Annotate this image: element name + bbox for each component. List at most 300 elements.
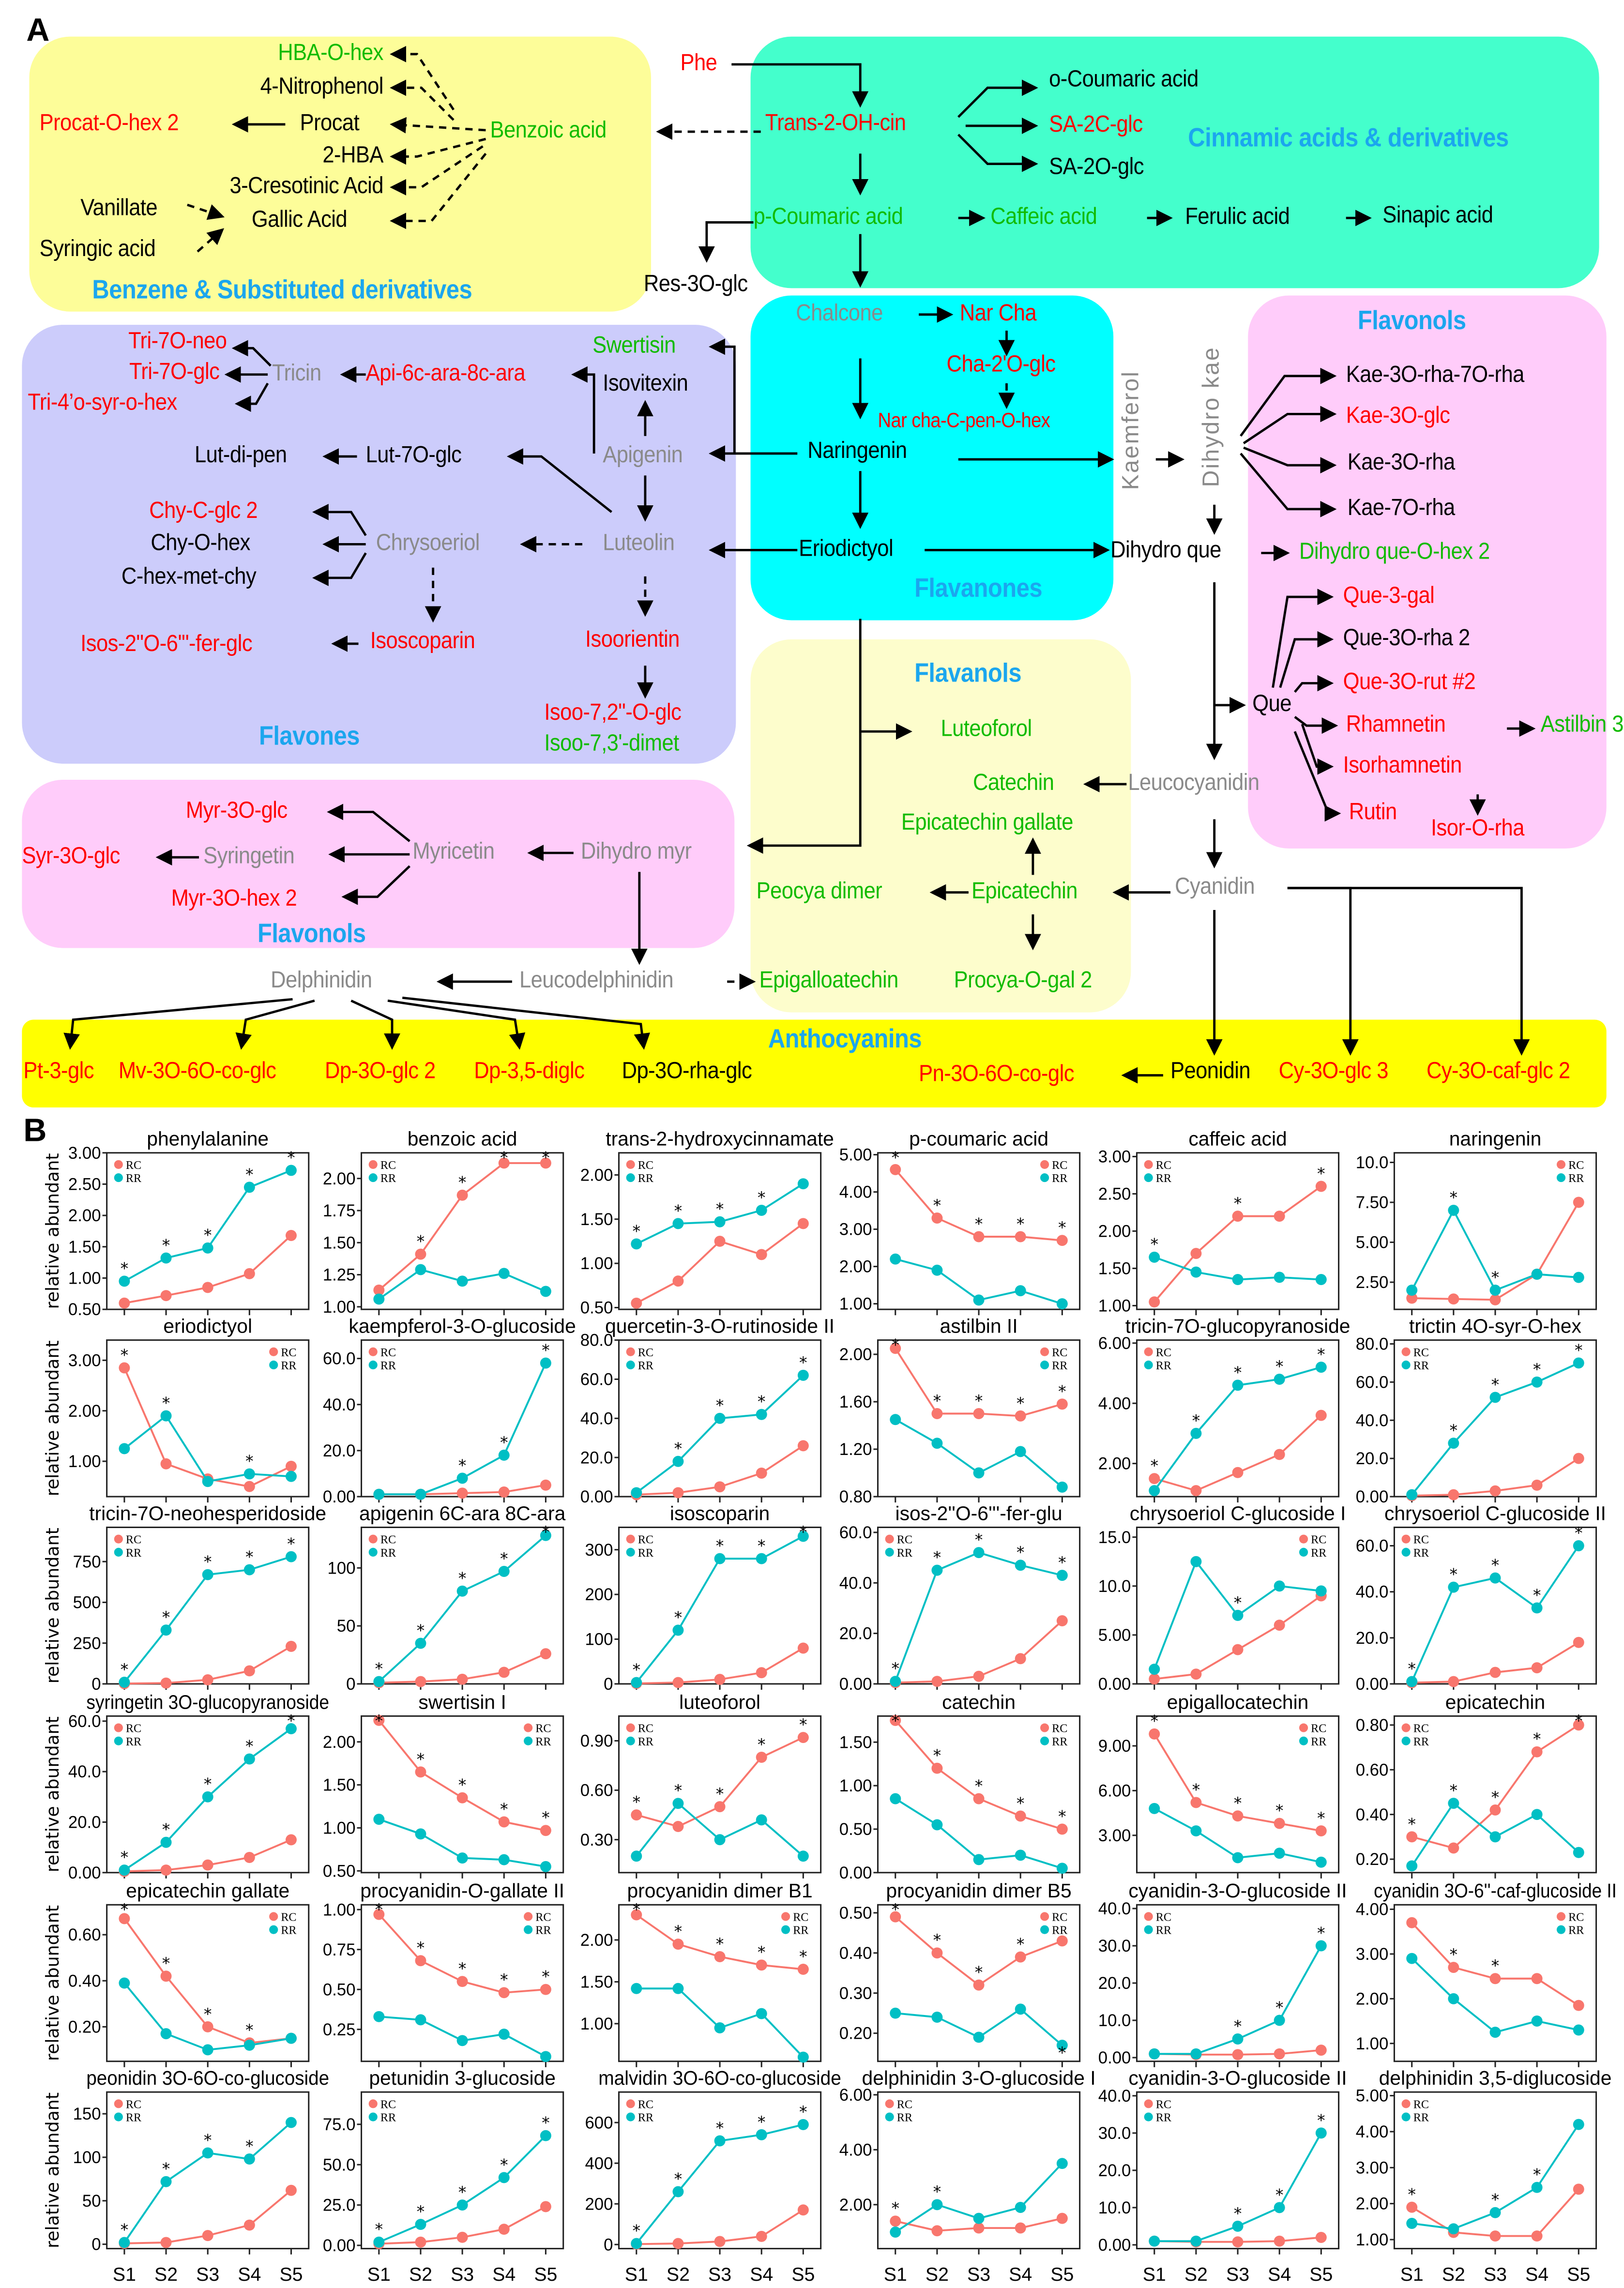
section-title-sec-flavones: Flavones: [258, 721, 360, 751]
legend-marker-rr: [885, 2112, 894, 2121]
chart-title: cyanidin 3O-6''-caf-glucoside II: [1374, 1879, 1617, 1902]
data-point-rc: [756, 1249, 767, 1260]
chart-title: malvidin 3O-6O-co-glucoside: [598, 2067, 841, 2090]
x-tick-label: S1: [624, 2264, 648, 2286]
y-tick-label: 2.00: [1098, 1455, 1131, 1473]
significance-star: *: [1233, 2204, 1242, 2223]
data-point-rc: [1448, 1842, 1459, 1853]
significance-star: *: [891, 1711, 900, 1730]
significance-star: *: [245, 1451, 254, 1470]
chart-title: delphinidin 3,5-diglucoside: [1379, 2067, 1612, 2090]
significance-star: *: [1491, 2190, 1500, 2210]
significance-star: *: [416, 2202, 425, 2221]
significance-star: *: [500, 1148, 508, 1167]
y-tick-label: 1.00: [580, 1255, 613, 1273]
significance-star: *: [757, 1188, 766, 1207]
chart-title: procyanidin dimer B1: [627, 1879, 813, 1902]
data-point-rc: [1015, 2223, 1026, 2234]
compound-peocya: Peocya dimer: [756, 879, 882, 904]
significance-star: *: [120, 2220, 129, 2239]
compound-chalcone: Chalcone: [796, 301, 883, 327]
y-tick-label: 30.0: [1098, 1937, 1131, 1956]
significance-star: *: [632, 1900, 641, 1919]
significance-star: *: [1058, 1218, 1066, 1237]
data-point-rc: [1057, 2213, 1068, 2224]
data-point-rc: [286, 1461, 297, 1472]
y-tick-label: 20.0: [839, 1624, 872, 1643]
legend-label: RC: [896, 1533, 913, 1546]
y-tick-label: 5.00: [1355, 2087, 1389, 2106]
significance-star: *: [1016, 1394, 1025, 1413]
legend-marker-rr: [369, 1548, 378, 1557]
significance-star: *: [891, 1148, 900, 1167]
y-tick-label: 100: [585, 1630, 613, 1649]
compound-chycglc: Chy-C-glc 2: [149, 499, 258, 524]
x-tick-label: S2: [1442, 2264, 1465, 2286]
data-point-rc: [202, 1674, 213, 1685]
data-point-rc: [1490, 2230, 1501, 2242]
legend-label: RC: [1052, 1910, 1068, 1924]
data-point-rr: [1015, 2202, 1026, 2213]
chart-title: swertisin I: [418, 1691, 506, 1713]
y-tick-label: 60.0: [1355, 1373, 1389, 1392]
data-point-rc: [286, 2185, 297, 2196]
significance-star: *: [891, 2198, 900, 2218]
data-point-rr: [1149, 2236, 1160, 2247]
legend-label: RC: [1311, 1722, 1327, 1735]
data-point-rc: [1232, 2236, 1244, 2247]
y-tick-label: 5.00: [1355, 1233, 1389, 1252]
y-tick-label: 1.00: [1098, 1297, 1131, 1316]
x-tick-label: S3: [967, 2264, 991, 2286]
data-point-rc: [1448, 1676, 1459, 1687]
section-title-sec-flavonols-r: Flavonols: [1357, 305, 1466, 335]
data-point-rc: [415, 2237, 426, 2248]
chart-title: syringetin 3O-glucopyranoside: [86, 1691, 330, 1713]
significance-star: *: [245, 2136, 254, 2156]
y-tick-label: 3.00: [1355, 1945, 1389, 1964]
significance-star: *: [632, 1221, 641, 1241]
chart-title: cyanidin-3-O-glucoside II: [1128, 1879, 1347, 1902]
x-tick-label: S1: [1142, 2264, 1166, 2286]
legend-label: RC: [1052, 1722, 1068, 1735]
legend-label: RC: [1155, 1346, 1172, 1359]
compound-isos2o: Isos-2"O-6'"-fer-glc: [80, 632, 253, 657]
data-point-rr: [499, 1854, 510, 1865]
legend-label: RR: [637, 1735, 654, 1748]
compound-trans2: Trans-2-OH-cin: [765, 111, 906, 136]
legend-label: RR: [1568, 1924, 1584, 1937]
y-tick-label: 0.60: [580, 1781, 613, 1800]
y-tick-label: 1.50: [68, 1238, 101, 1257]
legend-label: RC: [1155, 2098, 1172, 2111]
data-point-rr: [714, 1834, 726, 1845]
data-point-rc: [1190, 1248, 1201, 1259]
y-tick-label: 50: [336, 1617, 356, 1636]
significance-star: *: [542, 1967, 550, 1986]
data-point-rc: [244, 2220, 255, 2231]
legend-marker-rc: [1040, 1724, 1049, 1732]
significance-star: *: [375, 1900, 383, 1919]
y-axis-label: relative abundant: [42, 1340, 63, 1497]
significance-star: *: [891, 1335, 900, 1354]
data-point-rc: [1274, 1449, 1285, 1460]
data-point-rr: [798, 1178, 809, 1189]
legend-label: RC: [380, 2098, 396, 2111]
chart-title: phenylalanine: [147, 1127, 269, 1150]
significance-star: *: [715, 1536, 724, 1556]
data-point-rc: [161, 1864, 172, 1876]
compound-api6c: Api-6c-ara-8c-ara: [365, 361, 526, 386]
x-tick-label: S1: [112, 2264, 136, 2286]
y-tick-label: 10.0: [1098, 1577, 1131, 1596]
compound-astilbin: Astilbin 3: [1540, 712, 1624, 738]
legend-label: RR: [535, 1735, 551, 1748]
significance-star: *: [1275, 1998, 1284, 2017]
data-point-rr: [286, 2033, 297, 2044]
data-point-rr: [415, 1828, 426, 1839]
data-point-rr: [1015, 2003, 1026, 2015]
legend-label: RR: [637, 1546, 654, 1560]
compound-leucodelph: Leucodelphinidin: [519, 968, 674, 994]
data-point-rr: [890, 1414, 901, 1425]
compound-dihydroque: Dihydro que: [1110, 538, 1221, 563]
legend-label: RR: [380, 1359, 396, 1373]
y-tick-label: 2.00: [839, 1258, 872, 1276]
data-point-rr: [1573, 2119, 1584, 2130]
compound-isovitexin: Isovitexin: [603, 371, 688, 397]
data-point-rc: [457, 2232, 468, 2243]
data-point-rr: [1057, 1482, 1068, 1493]
significance-star: *: [287, 1534, 295, 1554]
significance-star: *: [542, 1148, 550, 1167]
legend-marker-rc: [114, 1535, 123, 1544]
data-point-rc: [499, 2224, 510, 2235]
compound-chyohex: Chy-O-hex: [151, 531, 250, 556]
data-point-rc: [756, 1667, 767, 1678]
compound-procyaogal: Procya-O-gal 2: [954, 968, 1092, 994]
significance-star: *: [1192, 1411, 1200, 1430]
chart-title: benzoic acid: [407, 1127, 517, 1150]
legend-label: RR: [1052, 1924, 1068, 1937]
significance-star: *: [458, 1173, 467, 1192]
data-point-rc: [672, 1821, 683, 1832]
compound-narcha: Nar Cha: [959, 301, 1037, 327]
y-tick-label: 1.00: [1355, 2231, 1389, 2250]
chart-title: trans-2-hydroxycinnamate: [606, 1127, 834, 1150]
significance-star: *: [1533, 1585, 1541, 1605]
data-point-rr: [931, 1265, 942, 1276]
y-tick-label: 2.00: [839, 1346, 872, 1364]
significance-star: *: [1058, 2043, 1066, 2062]
legend-marker-rc: [269, 1348, 278, 1356]
x-tick-label: S1: [367, 2264, 391, 2286]
significance-star: *: [1317, 1808, 1325, 1828]
significance-star: *: [1275, 2185, 1284, 2204]
data-point-rc: [1232, 1644, 1244, 1655]
y-tick-label: 250: [73, 1634, 101, 1653]
legend-marker-rr: [626, 1737, 635, 1745]
section-title-sec-cinnamic: Cinnamic acids & derivatives: [1188, 122, 1509, 152]
y-tick-label: 80.0: [1355, 1335, 1389, 1354]
data-point-rc: [1274, 1211, 1285, 1222]
compound-swertisin: Swertisin: [592, 333, 676, 359]
data-point-rr: [890, 1254, 901, 1265]
compound-peonidin: Peonidin: [1170, 1059, 1251, 1084]
data-point-rc: [1057, 1935, 1068, 1946]
data-point-rr: [931, 1438, 942, 1449]
compound-hba-o-hex: HBA-O-hex: [278, 41, 383, 66]
data-point-rr: [1490, 1831, 1501, 1842]
significance-star: *: [674, 1781, 683, 1800]
significance-star: *: [500, 2155, 508, 2174]
data-point-rc: [1406, 1917, 1417, 1928]
x-tick-label: S5: [791, 2264, 815, 2286]
compound-myr3ohex: Myr-3O-hex 2: [171, 886, 297, 912]
compound-pcoumaric: p-Coumaric acid: [753, 205, 903, 230]
chart-title: procyanidin dimer B5: [886, 1879, 1072, 1902]
legend-marker-rc: [626, 1535, 635, 1544]
significance-star: *: [162, 1820, 170, 1839]
x-tick-label: S5: [1567, 2264, 1591, 2286]
y-tick-label: 0.00: [68, 1864, 101, 1882]
significance-star: *: [715, 1784, 724, 1803]
data-point-rr: [540, 1861, 551, 1872]
significance-star: *: [715, 1934, 724, 1954]
legend-label: RC: [281, 1346, 297, 1359]
legend-label: RC: [637, 1158, 654, 1172]
significance-star: *: [458, 1455, 467, 1475]
data-point-rc: [672, 1275, 683, 1287]
data-point-rr: [798, 2052, 809, 2063]
legend-label: RC: [1568, 1158, 1584, 1172]
data-point-rc: [1573, 2000, 1584, 2011]
x-tick-label: S5: [1050, 2264, 1074, 2286]
legend-marker-rc: [114, 1724, 123, 1732]
data-point-rr: [1149, 1485, 1160, 1496]
compound-kae7orha: Kae-7O-rha: [1347, 496, 1455, 521]
data-point-rc: [1316, 2045, 1327, 2056]
data-point-rr: [499, 1268, 510, 1279]
significance-star: *: [715, 1396, 724, 1415]
legend-marker-rr: [1402, 1737, 1411, 1745]
data-point-rc: [457, 1674, 468, 1685]
data-point-rr: [1406, 1953, 1417, 1964]
y-tick-label: 50.0: [322, 2156, 356, 2175]
data-point-rc: [1532, 1973, 1543, 1984]
legend-label: RR: [125, 1172, 142, 1185]
chart-title: procyanidin-O-gallate II: [360, 1879, 565, 1902]
x-tick-label: S3: [1483, 2264, 1507, 2286]
y-tick-label: 40.0: [68, 1763, 101, 1782]
significance-star: *: [1016, 1543, 1025, 1562]
data-point-rc: [1448, 1293, 1459, 1304]
significance-star: *: [1449, 1945, 1458, 1964]
significance-star: *: [799, 1947, 807, 1966]
chart-title: chrysoeriol C-glucoside I: [1129, 1502, 1346, 1525]
legend-label: RR: [793, 1924, 809, 1937]
data-point-rc: [540, 2201, 551, 2212]
y-tick-label: 200: [585, 1586, 613, 1605]
legend-marker-rr: [524, 1737, 532, 1745]
compound-luteoforol: Luteoforol: [941, 717, 1032, 742]
y-axis-label: relative abundant: [42, 1716, 63, 1873]
y-tick-label: 20.0: [1098, 1974, 1131, 1993]
significance-star: *: [974, 1530, 983, 1549]
y-tick-label: 0.00: [1098, 1675, 1131, 1694]
y-tick-label: 0: [91, 2235, 101, 2254]
compound-syringic: Syringic acid: [39, 237, 156, 262]
y-tick-label: 0.60: [1355, 1761, 1389, 1780]
data-point-rr: [756, 1814, 767, 1825]
y-tick-label: 0.50: [580, 1299, 613, 1318]
chart-title: cyanidin-3-O-glucoside II: [1128, 2067, 1347, 2090]
compound-mv3o6o: Mv-3O-6O-co-glc: [118, 1059, 276, 1084]
y-tick-label: 1.50: [1098, 1259, 1131, 1278]
chart-title: quercetin-3-O-rutinoside II: [605, 1315, 835, 1337]
compound-catechin: Catechin: [972, 771, 1054, 796]
chart-title: tricin-7O-glucopyranoside: [1125, 1315, 1351, 1337]
legend-label: RC: [380, 1346, 396, 1359]
legend-marker-rr: [885, 1548, 894, 1557]
significance-star: *: [974, 1214, 983, 1233]
legend-marker-rc: [1144, 1160, 1153, 1169]
compound-tri7oneo: Tri-7O-neo: [128, 329, 227, 354]
data-point-rc: [244, 1268, 255, 1279]
significance-star: *: [1058, 1553, 1066, 1572]
y-tick-label: 40.0: [839, 1574, 872, 1593]
legend-label: RC: [1311, 1533, 1327, 1546]
significance-star: *: [1533, 1360, 1541, 1379]
significance-star: *: [120, 1258, 129, 1278]
y-tick-label: 300: [585, 1541, 613, 1560]
y-tick-label: 0.00: [322, 1488, 356, 1507]
compound-epigallo: Epigalloatechin: [759, 968, 898, 994]
legend-label: RC: [637, 2098, 654, 2111]
legend-marker-rr: [1040, 1925, 1049, 1934]
data-point-rc: [714, 1674, 726, 1685]
data-point-rr: [1448, 1993, 1459, 2004]
data-point-rc: [202, 1860, 213, 1871]
y-tick-label: 2.50: [68, 1175, 101, 1194]
y-tick-label: 100: [73, 2149, 101, 2167]
data-point-rc: [1015, 1653, 1026, 1664]
legend-label: RR: [1155, 1172, 1172, 1185]
compound-myricetin: Myricetin: [412, 839, 495, 865]
y-tick-label: 1.00: [68, 1269, 101, 1288]
y-tick-label: 2.00: [68, 1207, 101, 1226]
significance-star: *: [1317, 1164, 1325, 1183]
data-point-rc: [415, 1676, 426, 1687]
data-point-rr: [119, 1978, 130, 1989]
y-tick-label: 200: [585, 2195, 613, 2214]
data-point-rr: [973, 1854, 985, 1865]
significance-star: *: [162, 1393, 170, 1412]
data-point-rr: [1490, 2027, 1501, 2038]
y-tick-label: 500: [73, 1593, 101, 1612]
y-tick-label: 600: [585, 2114, 613, 2133]
legend-label: RR: [125, 1735, 142, 1748]
data-point-rc: [161, 1458, 172, 1470]
data-point-rc: [714, 2236, 726, 2247]
compound-caffeic: Caffeic acid: [990, 205, 1097, 230]
data-point-rc: [202, 1282, 213, 1293]
chart-title: petunidin 3-glucoside: [369, 2067, 556, 2090]
significance-star: *: [974, 1776, 983, 1795]
y-tick-label: 75.0: [322, 2115, 356, 2134]
significance-star: *: [974, 1963, 983, 1982]
legend-label: RR: [380, 1546, 396, 1560]
compound-isoo73: Isoo-7,3'-dimet: [544, 731, 679, 757]
compound-kae3orha: Kae-3O-rha: [1347, 450, 1455, 476]
y-tick-label: 6.00: [839, 2086, 872, 2105]
data-point-rc: [1490, 1667, 1501, 1678]
section-title-sec-benzene: Benzene & Substituted derivatives: [92, 275, 472, 304]
legend-marker-rr: [269, 1361, 278, 1369]
significance-star: *: [1574, 1711, 1583, 1730]
significance-star: *: [416, 1938, 425, 1957]
chart-title: p-coumaric acid: [909, 1127, 1049, 1150]
significance-star: *: [1275, 1801, 1284, 1820]
legend-marker-rr: [626, 1361, 635, 1369]
data-point-rr: [1274, 1848, 1285, 1859]
legend-marker-rr: [1557, 1925, 1565, 1934]
compound-dihydrokae: Dihydro kae: [1199, 346, 1225, 487]
compound-luteolin: Luteolin: [603, 531, 675, 556]
legend-marker-rc: [1557, 1160, 1565, 1169]
legend-marker-rr: [626, 1548, 635, 1557]
legend-marker-rr: [1144, 1925, 1153, 1934]
legend-label: RC: [1052, 1346, 1068, 1359]
compound-apigenin: Apigenin: [603, 443, 683, 469]
legend-marker-rc: [626, 1724, 635, 1732]
y-tick-label: 0.60: [68, 1926, 101, 1945]
legend-marker-rr: [369, 2112, 378, 2121]
y-tick-label: 100: [327, 1559, 356, 1578]
y-tick-label: 40.0: [1098, 1900, 1131, 1919]
y-tick-label: 25.0: [322, 2196, 356, 2215]
legend-marker-rr: [781, 1925, 790, 1934]
chart-title: epigallocatechin: [1167, 1691, 1309, 1713]
legend-label: RR: [380, 2111, 396, 2124]
y-tick-label: 0.80: [1355, 1716, 1389, 1735]
legend-label: RC: [125, 1158, 142, 1172]
data-point-rc: [1274, 2048, 1285, 2060]
legend-label: RC: [1413, 1722, 1429, 1735]
significance-star: *: [674, 1201, 683, 1220]
data-point-rc: [672, 2238, 683, 2249]
compound-leucocyanidin: Leucocyanidin: [1128, 771, 1260, 796]
compound-naringenin: Naringenin: [807, 439, 907, 464]
data-point-rc: [1149, 1296, 1160, 1307]
data-point-rc: [631, 1298, 642, 1309]
x-tick-label: S3: [451, 2264, 474, 2286]
compound-lutdipen: Lut-di-pen: [194, 443, 287, 469]
data-point-rc: [798, 1642, 809, 1653]
data-point-rc: [457, 1487, 468, 1499]
significance-star: *: [1192, 1780, 1200, 1799]
data-point-rr: [973, 2031, 985, 2043]
y-tick-label: 20.0: [322, 1441, 356, 1460]
data-point-rr: [1015, 1285, 1026, 1296]
legend-marker-rr: [114, 1737, 123, 1745]
legend-marker-rr: [1040, 1173, 1049, 1182]
y-tick-label: 750: [73, 1553, 101, 1572]
compound-chrysoeriol: Chrysoeriol: [376, 531, 480, 556]
y-tick-label: 0.20: [68, 2018, 101, 2037]
x-tick-label: S1: [1400, 2264, 1424, 2286]
significance-star: *: [674, 1607, 683, 1627]
